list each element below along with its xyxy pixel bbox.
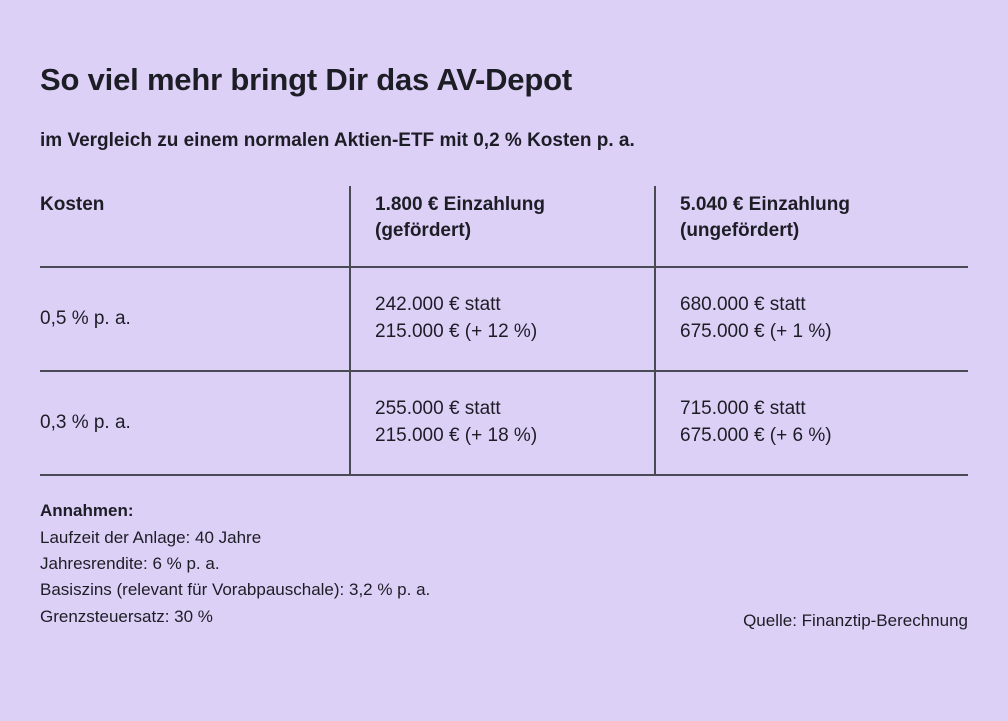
cell-1-ungefoerdert-line2: 675.000 € (+ 6 %) (680, 425, 832, 447)
table-header (40, 186, 968, 267)
table-header-row (40, 186, 968, 267)
column-header-gefoerdert-line2: (gefördert) (375, 220, 472, 242)
cell-0-ungefoerdert-line2: 675.000 € (+ 1 %) (680, 321, 832, 343)
assumption-line-3: Basiszins (relevant für Vorabpauschale): 3,2 % p. a. (40, 580, 431, 600)
page-title: So viel mehr bringt Dir das AV-Depot (40, 62, 572, 97)
page-subtitle: im Vergleich zu einem normalen Aktien-ETF mit 0,2 % Kosten p. a. (40, 130, 635, 151)
column-header-ungefoerdert-line1: 5.040 € Einzahlung (680, 194, 850, 215)
cell-1-gefoerdert (350, 371, 655, 475)
cell-0-gefoerdert-line2: 215.000 € (+ 12 %) (375, 321, 538, 343)
column-header-kosten-line1: Kosten (40, 194, 105, 215)
column-header-ungefoerdert (655, 186, 968, 267)
assumptions-block (40, 498, 968, 652)
assumption-line-1: Laufzeit der Anlage: 40 Jahre (40, 527, 262, 547)
cell-1-gefoerdert-line2: 215.000 € (+ 18 %) (375, 425, 538, 447)
table-body (40, 267, 968, 475)
assumption-line-4: Grenzsteuersatz: 30 % (40, 606, 213, 626)
source-label: Quelle: Finanztip-Berechnung (743, 611, 968, 631)
comparison-table (40, 186, 968, 476)
cell-0-gefoerdert (350, 267, 655, 371)
assumptions-heading: Annahmen: (40, 501, 134, 521)
row-label-0: 0,5 % p. a. (40, 267, 350, 371)
column-header-kosten (40, 186, 350, 267)
cell-1-gefoerdert-line1: 255.000 € statt (375, 398, 501, 420)
row-label-1: 0,3 % p. a. (40, 371, 350, 475)
cell-0-ungefoerdert (655, 267, 968, 371)
column-header-ungefoerdert-line2: (ungefördert) (680, 220, 800, 242)
column-header-gefoerdert (350, 186, 655, 267)
cell-0-ungefoerdert-line1: 680.000 € statt (680, 294, 806, 316)
assumption-line-2: Jahresrendite: 6 % p. a. (40, 554, 220, 573)
cell-0-gefoerdert-line1: 242.000 € statt (375, 294, 501, 316)
table-row (40, 371, 968, 475)
cell-1-ungefoerdert-line1: 715.000 € statt (680, 398, 806, 420)
column-header-gefoerdert-line1: 1.800 € Einzahlung (375, 194, 545, 215)
table-row (40, 267, 968, 371)
cell-1-ungefoerdert (655, 371, 968, 475)
